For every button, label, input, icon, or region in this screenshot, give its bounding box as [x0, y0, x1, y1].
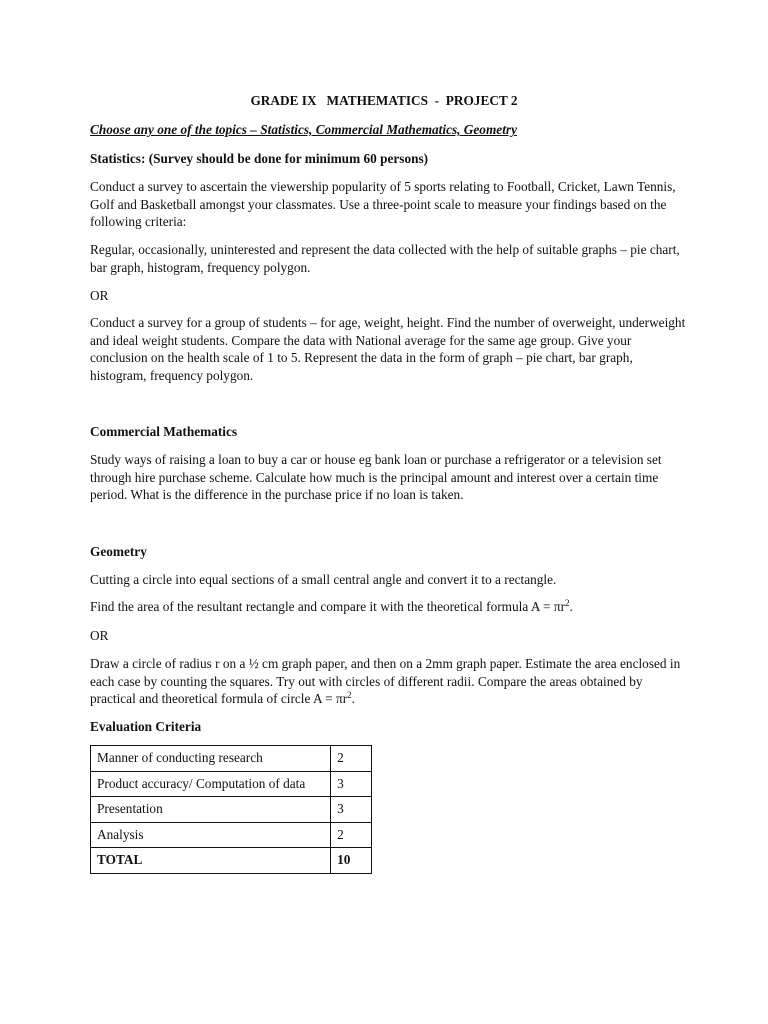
table-row [91, 771, 372, 797]
geometry-or: OR [90, 628, 109, 643]
marks-cell: 3 [331, 771, 372, 797]
statistics-heading: Statistics: (Survey should be done for minimum 60 persons) [90, 151, 429, 166]
page-title: GRADE IX MATHEMATICS - PROJECT 2 [250, 93, 518, 108]
geometry-formula-exponent: 2 [565, 598, 570, 608]
marks-cell: 2 [331, 746, 372, 772]
criterion-cell: Product accuracy/ Computation of data [91, 771, 331, 797]
table-row [91, 797, 372, 823]
statistics-paragraph-2: Regular, occasionally, uninterested and represent the data collected with the help of suitable graphs – pie chart, bar graph, histogram, frequency polygon. [90, 242, 680, 275]
criterion-cell: Presentation [91, 797, 331, 823]
commercial-paragraph: Study ways of raising a loan to buy a car or house eg bank loan or purchase a refrigerator or a television set through hire purchase scheme. Calculate how much is the principal amount and interest over a certain time period. What is the difference in the purchase price if no loan is taken. [90, 452, 662, 503]
evaluation-table [90, 745, 372, 874]
commercial-heading: Commercial Mathematics [90, 424, 238, 439]
table-total-row [91, 848, 372, 874]
topic-instruction: Choose any one of the topics – Statistics, Commercial Mathematics, Geometry [90, 122, 517, 137]
criterion-cell: Analysis [91, 822, 331, 848]
geometry-formula-exponent: 2 [347, 690, 352, 701]
marks-cell: 2 [331, 822, 372, 848]
geometry-paragraph-1: Cutting a circle into equal sections of a small central angle and convert it to a rectangle. [90, 572, 557, 587]
statistics-paragraph-1: Conduct a survey to ascertain the viewership popularity of 5 sports relating to Football, Cricket, Lawn Tennis, Golf and Basketball amongst your classmates. Use a three-point scale to measure your findings based on the following criteria: [90, 179, 676, 230]
total-label-cell: TOTAL [91, 848, 331, 874]
geometry-paragraph-3-end: . [351, 691, 355, 707]
geometry-paragraph-2-text: Find the area of the resultant rectangle and compare it with the theoretical formula A = πr [90, 599, 565, 614]
total-marks-cell: 10 [331, 848, 372, 874]
geometry-paragraph-2-end: . [569, 599, 573, 614]
geometry-heading: Geometry [90, 544, 147, 559]
marks-cell: 3 [331, 797, 372, 823]
geometry-paragraph-3-text: Draw a circle of radius r on a ½ cm graph paper, and then on a 2mm graph paper. Estimate the area enclosed in each case by counting the squares. Try out with circles of different radii. Compare the areas obtained by practical and theoretical formula of circle A = πr [90, 656, 681, 707]
geometry-paragraph-3 [90, 655, 690, 708]
criterion-cell: Manner of conducting research [91, 746, 331, 772]
table-row [91, 746, 372, 772]
table-row [91, 822, 372, 848]
evaluation-heading: Evaluation Criteria [90, 719, 202, 734]
statistics-paragraph-3: Conduct a survey for a group of students – for age, weight, height. Find the number of overweight, underweight and ideal weight students. Compare the data with National average for the same age group. Give your conclusion on the health scale of 1 to 5. Represent the data in the form of graph – pie chart, bar graph, histogram, frequency polygon. [90, 315, 686, 383]
statistics-or: OR [90, 288, 109, 303]
geometry-paragraph-2 [90, 598, 690, 616]
